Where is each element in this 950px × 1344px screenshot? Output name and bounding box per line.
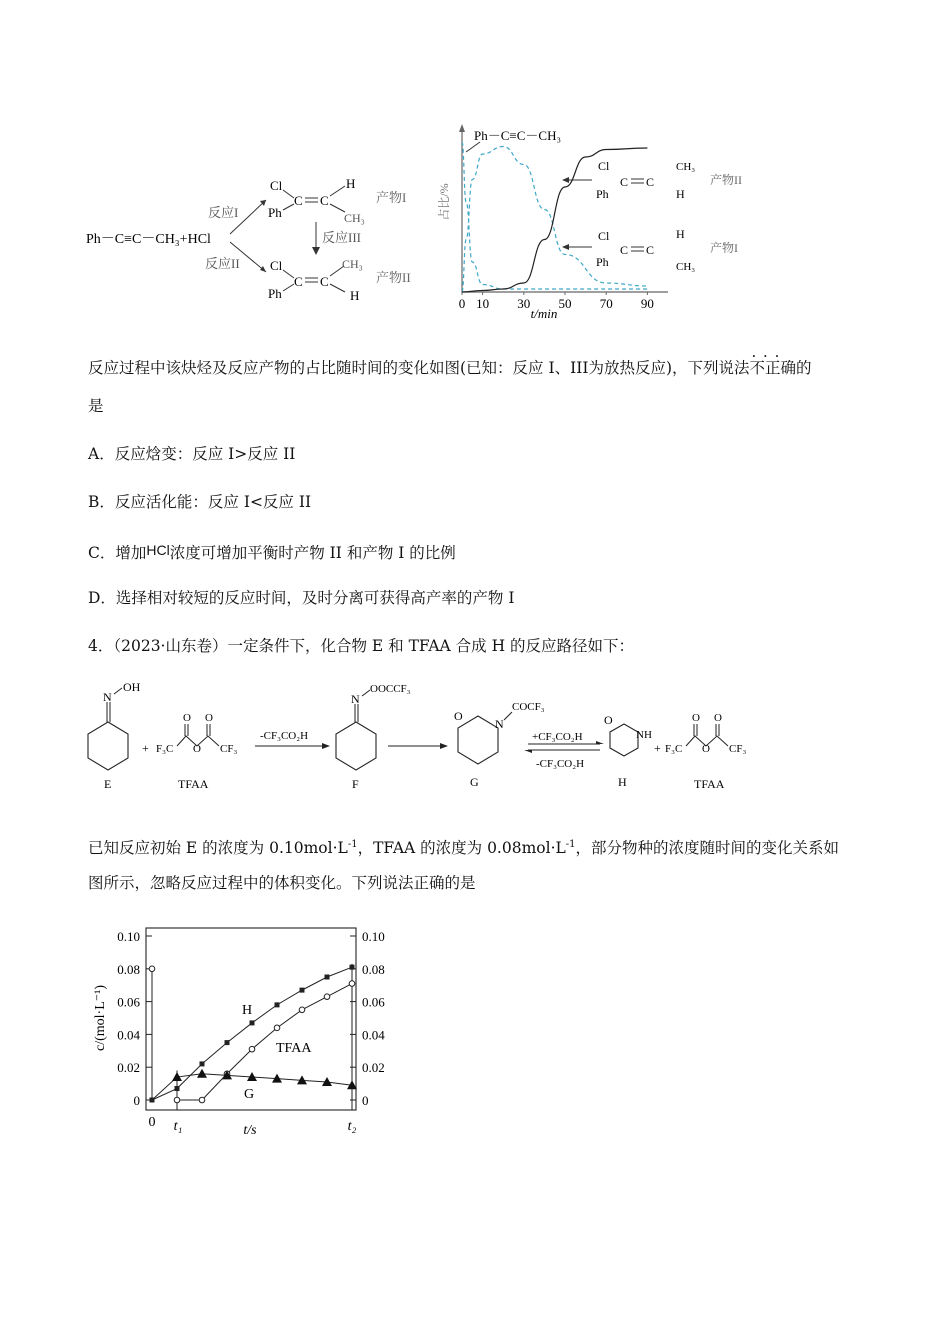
o-atom: O	[604, 713, 613, 727]
reaction-2-label: 反应II	[205, 256, 240, 271]
arrowhead	[524, 750, 532, 753]
x-tick-label: 70	[599, 296, 613, 311]
ph-group: Ph	[596, 187, 609, 201]
f3c-group: F₃C	[665, 743, 683, 755]
label-f: F	[352, 777, 359, 791]
point-tfaa	[174, 1097, 180, 1103]
reactant-series-label: Ph－C≡C－CH₃	[474, 128, 561, 143]
point-tfaa	[299, 1007, 305, 1013]
point-tfaa	[199, 1097, 205, 1103]
y-axis-arrow	[459, 124, 465, 132]
stem-text-end: 的	[796, 359, 812, 377]
point-h	[200, 1061, 205, 1066]
option-d: D．选择相对较短的反应时间，及时分离可获得高产率的产物 I	[88, 589, 515, 607]
ester-group: OOCCF₃	[370, 683, 411, 695]
arrowhead-3	[312, 247, 320, 255]
ph-group: Ph	[268, 205, 282, 220]
point-h	[225, 1040, 230, 1045]
y-tick-label-right: 0.08	[362, 961, 385, 977]
y-tick-label-left: 0.06	[117, 994, 140, 1010]
bond	[283, 284, 294, 291]
forward-condition: +CF₃CO₂H	[532, 731, 583, 743]
point-h	[300, 988, 305, 993]
reactant-formula: Ph－C≡C－CH₃+HCl	[86, 232, 211, 247]
y-tick-label-left: 0.08	[117, 961, 140, 977]
tfaa-structure-1	[156, 712, 237, 755]
point-tfaa	[274, 1025, 280, 1031]
series-label-h: H	[242, 1003, 253, 1018]
ch3-group: CH₃	[676, 261, 696, 273]
known-text: 已知反应初始 E 的浓度为 0.10mol·L	[88, 839, 348, 857]
option-c-text-rest: 浓度可增加平衡时产物 II 和产物 I 的比例	[169, 544, 456, 562]
arrowhead	[440, 743, 448, 749]
product-2-series-label: 产物II	[710, 173, 742, 187]
bond	[362, 690, 370, 696]
reaction-1-label: 反应I	[208, 205, 239, 220]
o-atom: O	[692, 712, 700, 724]
point-tfaa	[324, 994, 330, 1000]
concentration-time-chart	[86, 918, 416, 1140]
y-tick-label-left: 0.04	[117, 1027, 140, 1043]
ch3-group: CH₃	[676, 161, 696, 173]
hcl-formula: HCl	[146, 542, 170, 558]
o-atom: O	[714, 712, 722, 724]
series-label-g: G	[244, 1087, 255, 1102]
o-atom: O	[183, 712, 191, 724]
bond	[283, 190, 294, 198]
reaction-3-label: 反应III	[322, 230, 361, 245]
cl-atom: Cl	[598, 159, 610, 173]
annotation-arrow	[466, 142, 480, 152]
series-label-tfaa: TFAA	[276, 1041, 312, 1056]
question-3-stem-line2: 是	[88, 397, 104, 415]
ch3-group: CH₃	[342, 257, 363, 271]
x-axis-label: t/s	[243, 1123, 257, 1138]
f3c-group: F₃C	[156, 743, 174, 755]
c-atom: C	[646, 175, 655, 189]
unit-exponent: -1	[565, 839, 576, 850]
x-label-t2: t₂	[347, 1119, 357, 1134]
bond	[283, 204, 294, 210]
label-g: G	[470, 775, 479, 789]
c-atom: C	[294, 274, 303, 289]
x-tick-label: 10	[476, 296, 490, 311]
question-3-stem	[88, 358, 812, 378]
bond	[330, 204, 345, 212]
c-atom: C	[320, 193, 329, 208]
n-atom: N	[351, 692, 360, 706]
annotation-arrowhead	[562, 244, 569, 250]
arrowhead	[596, 741, 604, 744]
n-atom: N	[495, 717, 504, 731]
x-tick-label: 90	[640, 296, 654, 311]
cl-atom: Cl	[270, 178, 283, 193]
series-product-1	[462, 147, 647, 293]
cyclohexane-ring-f	[336, 722, 376, 770]
label-h: H	[618, 775, 627, 789]
product-1-series-label: 产物I	[710, 241, 738, 255]
ch3-group: CH₃	[344, 211, 365, 225]
emphasis-text: · · · 不正确	[750, 359, 797, 377]
bond	[283, 270, 294, 278]
y-ticks	[117, 929, 385, 1108]
arrow-1-condition: -CF₃CO₂H	[260, 730, 309, 742]
piperidinone-ring-g	[458, 716, 498, 764]
cl-atom: Cl	[598, 229, 610, 243]
option-c	[88, 540, 456, 563]
point-tfaa	[149, 966, 155, 972]
known-text-mid: ，TFAA 的浓度为 0.08mol·L	[357, 839, 566, 857]
point-h	[175, 1086, 180, 1091]
option-b: B．反应活化能：反应 I<反应 II	[88, 493, 312, 511]
cf3-group: CF₃	[729, 743, 747, 755]
c-atom: C	[646, 243, 655, 257]
y-tick-label-right: 0.06	[362, 994, 385, 1010]
series-product-2	[462, 148, 647, 292]
x-label-0: 0	[148, 1115, 156, 1130]
label-tfaa: TFAA	[694, 777, 725, 791]
bond	[330, 186, 345, 196]
backward-condition: -CF₃CO₂H	[536, 758, 585, 770]
point-h	[250, 1020, 255, 1025]
unit-exponent: -1	[347, 839, 358, 850]
option-c-text: C．增加	[88, 544, 147, 562]
y-tick-label-left: 0.02	[117, 1060, 140, 1076]
cyclohexane-ring-e	[88, 722, 128, 770]
plus-sign: +	[142, 741, 149, 755]
point-tfaa	[349, 981, 355, 987]
o-atom: O	[454, 709, 463, 723]
y-tick-label-right: 0.10	[362, 929, 385, 944]
h-atom: H	[350, 288, 360, 303]
acyl-group: COCF₃	[512, 701, 545, 713]
bond	[504, 712, 512, 720]
cf3-group: CF₃	[220, 743, 238, 755]
c-atom: C	[620, 175, 629, 189]
y-axis-label: c/(mol·L⁻¹)	[93, 984, 108, 1052]
product-2-label: 产物II	[376, 270, 411, 285]
o-atom: O	[702, 743, 710, 755]
x-label-t1: t₁	[173, 1119, 183, 1134]
tfaa-structure-2	[665, 712, 746, 755]
point-h	[325, 975, 330, 980]
y-tick-label-right: 0.02	[362, 1060, 385, 1076]
y-axis-label: 占比/%	[437, 183, 451, 221]
point-h	[350, 965, 355, 970]
x-tick-label: 30	[517, 296, 531, 311]
arrowhead	[322, 743, 330, 749]
y-tick-label-left: 0	[133, 1093, 140, 1108]
stem-text: 反应过程中该炔烃及反应产物的占比随时间的变化如图(已知：反应 I、III为放热反应)，下列说法	[88, 359, 750, 377]
point-h	[275, 1002, 280, 1007]
cl-atom: Cl	[270, 258, 283, 273]
h-atom: H	[346, 176, 356, 191]
nh-group: NH	[636, 729, 652, 741]
ph-group: Ph	[596, 255, 609, 269]
x-axis-label: t/min	[530, 306, 558, 321]
annotation-arrowhead	[562, 177, 569, 183]
question-4-stem: 4．（2023·山东卷）一定条件下，化合物 E 和 TFAA 合成 H 的反应路径如下：	[88, 637, 635, 655]
h-atom: H	[676, 227, 685, 241]
c-atom: C	[620, 243, 629, 257]
point-tfaa	[249, 1046, 255, 1052]
fraction-time-chart	[432, 122, 772, 324]
h-atom: H	[676, 187, 685, 201]
question-4-known-line2: 图所示，忽略反应过程中的体积变化。下列说法正确的是	[88, 874, 476, 892]
point-g	[197, 1069, 207, 1078]
c-atom: C	[320, 274, 329, 289]
ph-group: Ph	[268, 286, 282, 301]
y-tick-label-left: 0.10	[117, 929, 140, 944]
piperidinone-ring-h	[610, 724, 638, 756]
x-tick-label: 0	[458, 296, 466, 311]
bond	[114, 688, 122, 694]
known-text-end: ，部分物种的浓度随时间的变化关系如	[575, 839, 840, 857]
arrowhead-2	[260, 266, 266, 272]
label-tfaa: TFAA	[178, 777, 209, 791]
label-e: E	[104, 777, 112, 791]
x-tick-label: 50	[558, 296, 572, 311]
y-tick-label-right: 0	[362, 1093, 369, 1108]
y-tick-label-right: 0.04	[362, 1027, 385, 1043]
series-layer	[462, 142, 647, 292]
plus-sign: +	[654, 741, 661, 755]
oh-group: OH	[123, 680, 141, 694]
reaction-scheme-2	[80, 676, 780, 798]
bond	[330, 284, 345, 292]
n-atom: N	[103, 690, 112, 704]
reaction-scheme-1	[80, 160, 440, 320]
question-4-known	[88, 835, 839, 858]
product-1-label: 产物I	[376, 190, 407, 205]
o-atom: O	[205, 712, 213, 724]
c-atom: C	[294, 193, 303, 208]
o-atom: O	[193, 743, 201, 755]
option-a: A．反应焓变：反应 I>反应 II	[88, 445, 296, 463]
